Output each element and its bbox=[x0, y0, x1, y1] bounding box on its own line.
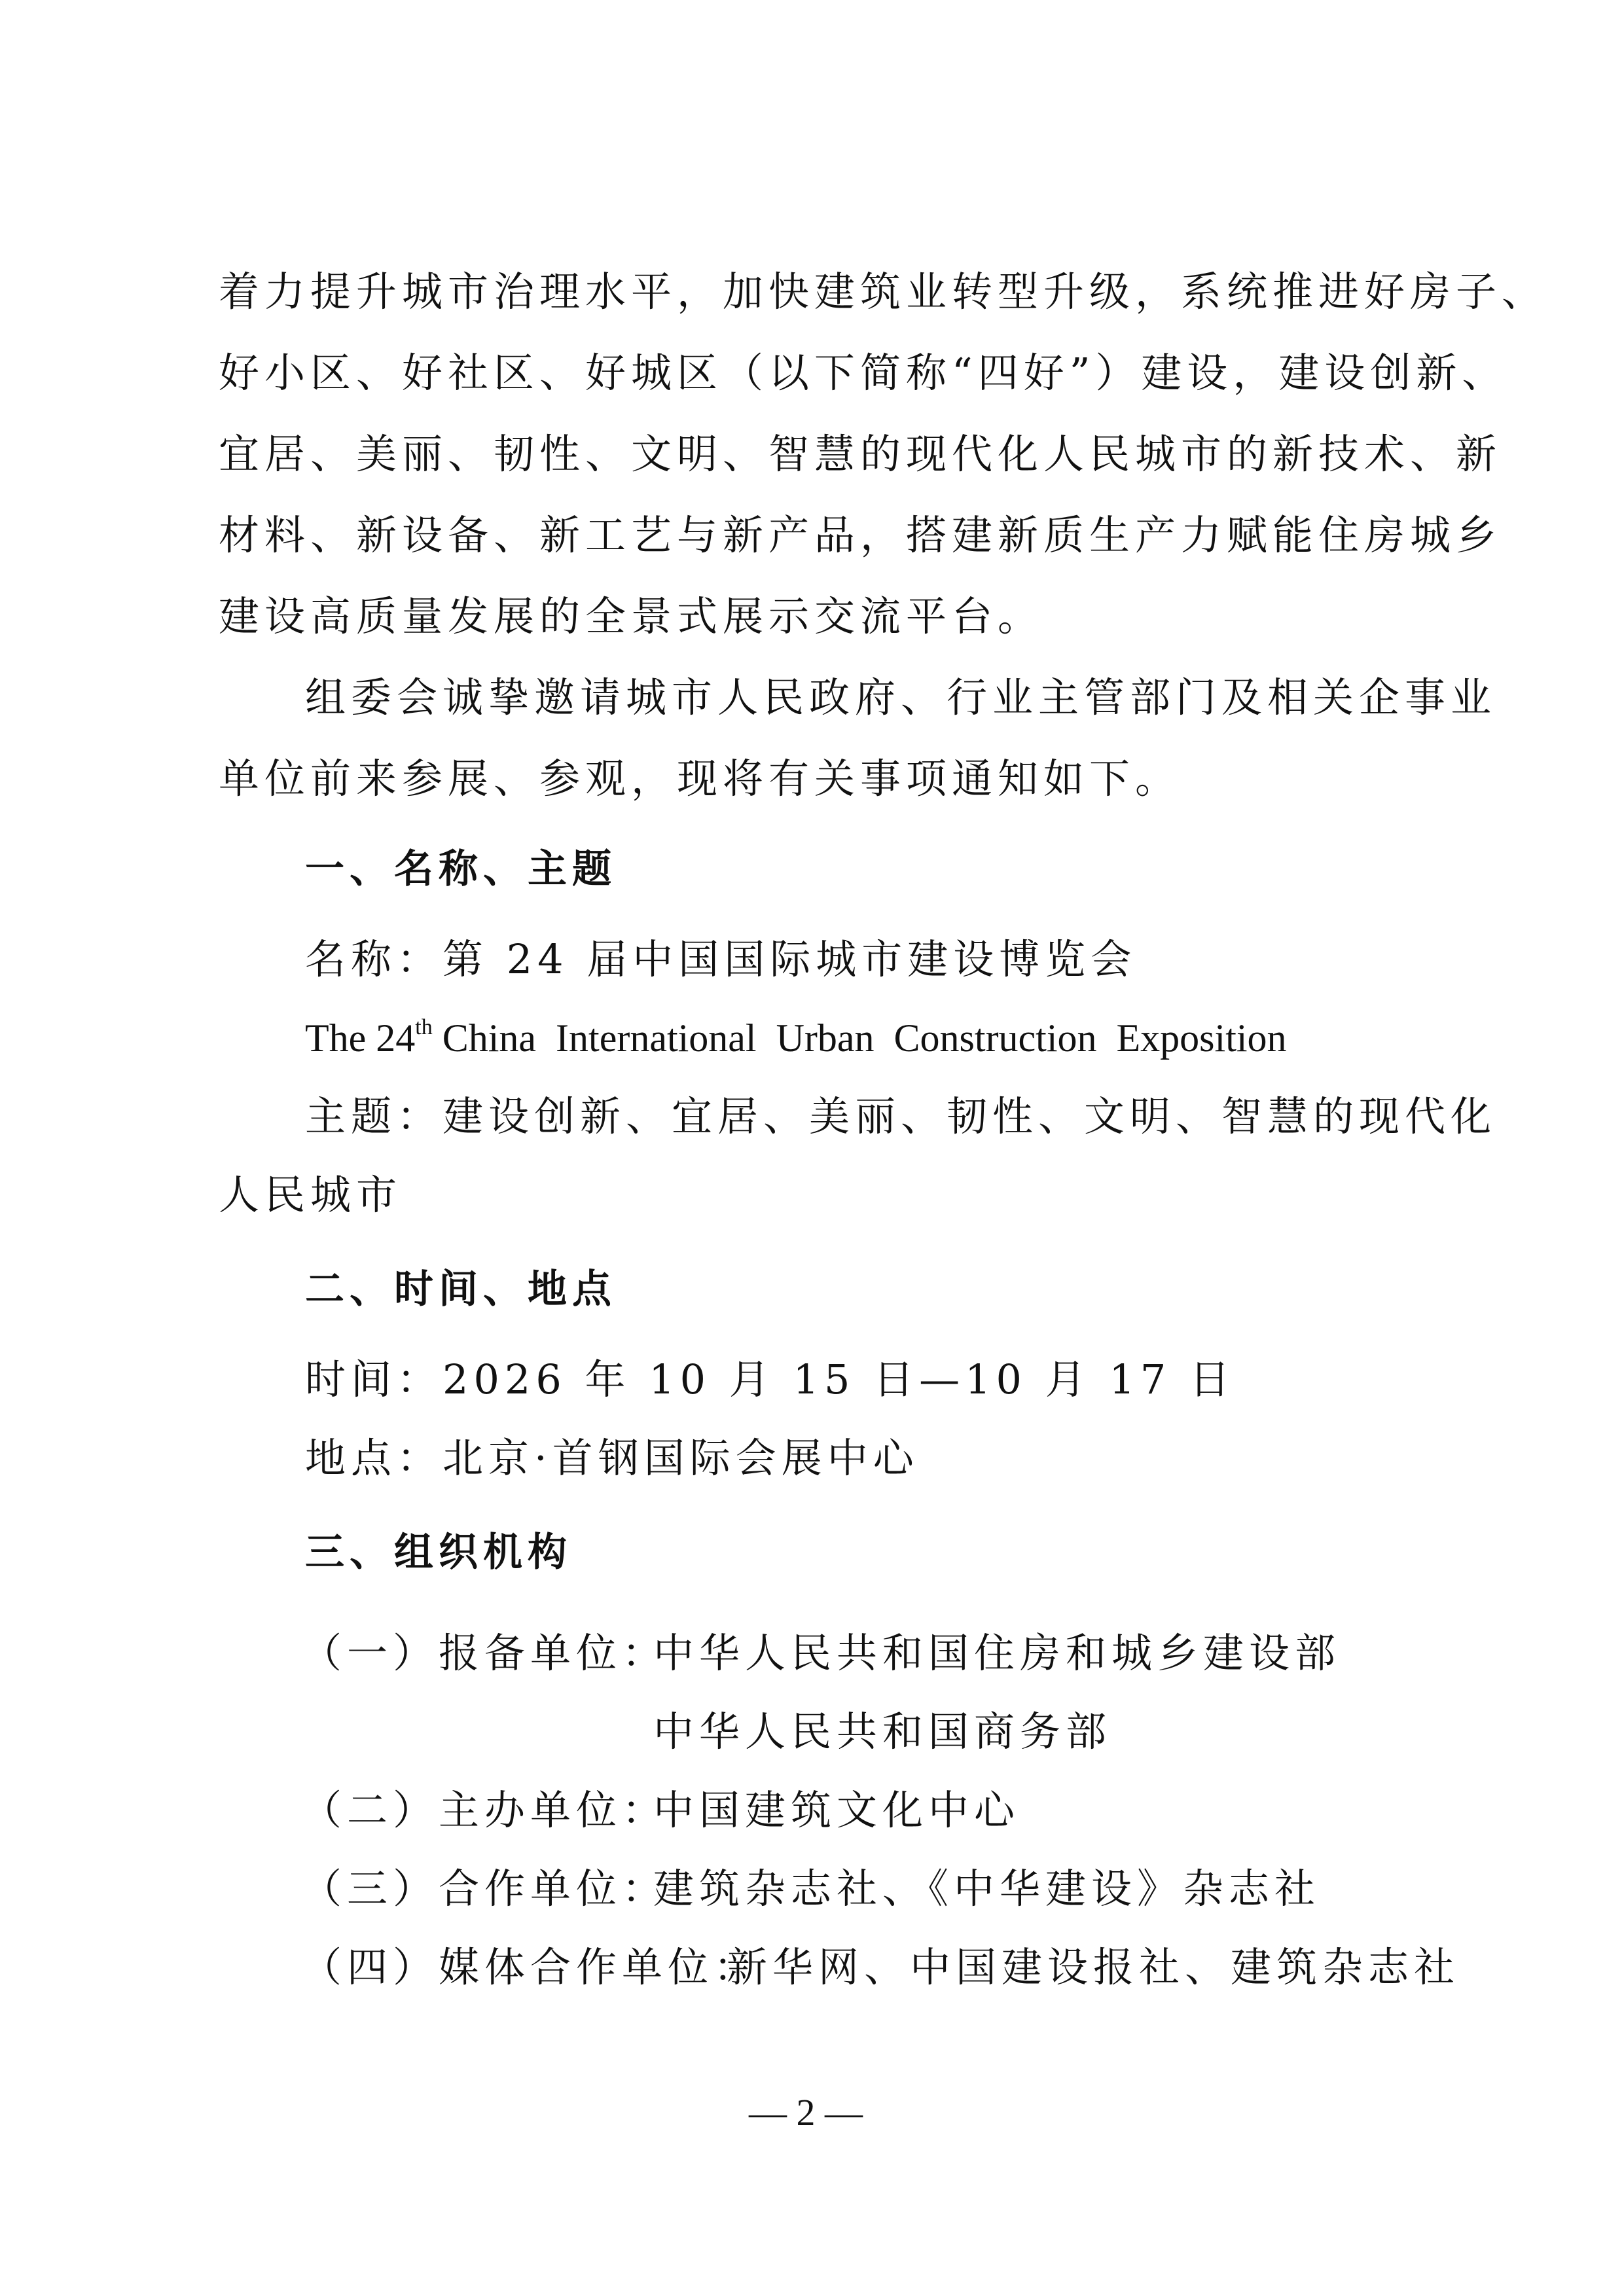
section1-name-line: 名称：第 24 届中国国际城市建设博览会 bbox=[305, 935, 1137, 983]
section3-item-5-value: 新华网、中国建设报社、建筑杂志社 bbox=[727, 1943, 1460, 1991]
section2-place-line: 地点：北京·首钢国际会展中心 bbox=[305, 1434, 919, 1482]
page-number: — 2 — bbox=[749, 2091, 863, 2134]
intro-line-4: 材料、新设备、新工艺与新产品，搭建新质生产力赋能住房城乡 bbox=[219, 511, 1502, 559]
section3-item-3-label: （二）主办单位： bbox=[301, 1786, 668, 1834]
section3-item-5-label: （四）媒体合作单位： bbox=[301, 1943, 760, 1991]
section3-item-3-value: 中国建筑文化中心 bbox=[653, 1786, 1020, 1834]
section1-english-name bbox=[305, 1012, 1287, 1064]
section3-item-4-value: 建筑杂志社、《中华建设》杂志社 bbox=[653, 1865, 1321, 1912]
section3-item-1-value: 中华人民共和国住房和城乡建设部 bbox=[653, 1629, 1341, 1677]
section2-heading: 二、时间、地点 bbox=[305, 1266, 617, 1312]
intro-line-2: 好小区、好社区、好城区（以下简称“四好”）建设，建设创新、 bbox=[219, 349, 1508, 397]
section1-theme-line-2: 人民城市 bbox=[219, 1171, 403, 1219]
section3-item-1-label: （一）报备单位： bbox=[301, 1629, 668, 1677]
intro-line-1: 着力提升城市治理水平，加快建筑业转型升级，系统推进好房子、 bbox=[219, 268, 1548, 315]
section1-heading: 一、名称、主题 bbox=[305, 846, 617, 892]
section3-item-4-label: （三）合作单位： bbox=[301, 1865, 668, 1912]
english-superscript: th bbox=[415, 1015, 433, 1039]
invitation-line-2: 单位前来参展、参观，现将有关事项通知如下。 bbox=[219, 755, 1182, 802]
section2-time-line: 时间：2026 年 10 月 15 日—10 月 17 日 bbox=[305, 1355, 1236, 1403]
section3-item-2-value: 中华人民共和国商务部 bbox=[653, 1708, 1112, 1755]
section1-theme-line-1: 主题：建设创新、宜居、美丽、韧性、文明、智慧的现代化 bbox=[305, 1092, 1497, 1140]
intro-line-3: 宜居、美丽、韧性、文明、智慧的现代化人民城市的新技术、新 bbox=[219, 430, 1502, 478]
english-rest: China International Urban Construction Exposition bbox=[432, 1016, 1287, 1060]
english-prefix: The 24 bbox=[305, 1016, 416, 1060]
invitation-line-1: 组委会诚挚邀请城市人民政府、行业主管部门及相关企事业 bbox=[305, 673, 1497, 721]
intro-line-5: 建设高质量发展的全景式展示交流平台。 bbox=[219, 592, 1044, 640]
section3-heading: 三、组织机构 bbox=[305, 1530, 572, 1575]
